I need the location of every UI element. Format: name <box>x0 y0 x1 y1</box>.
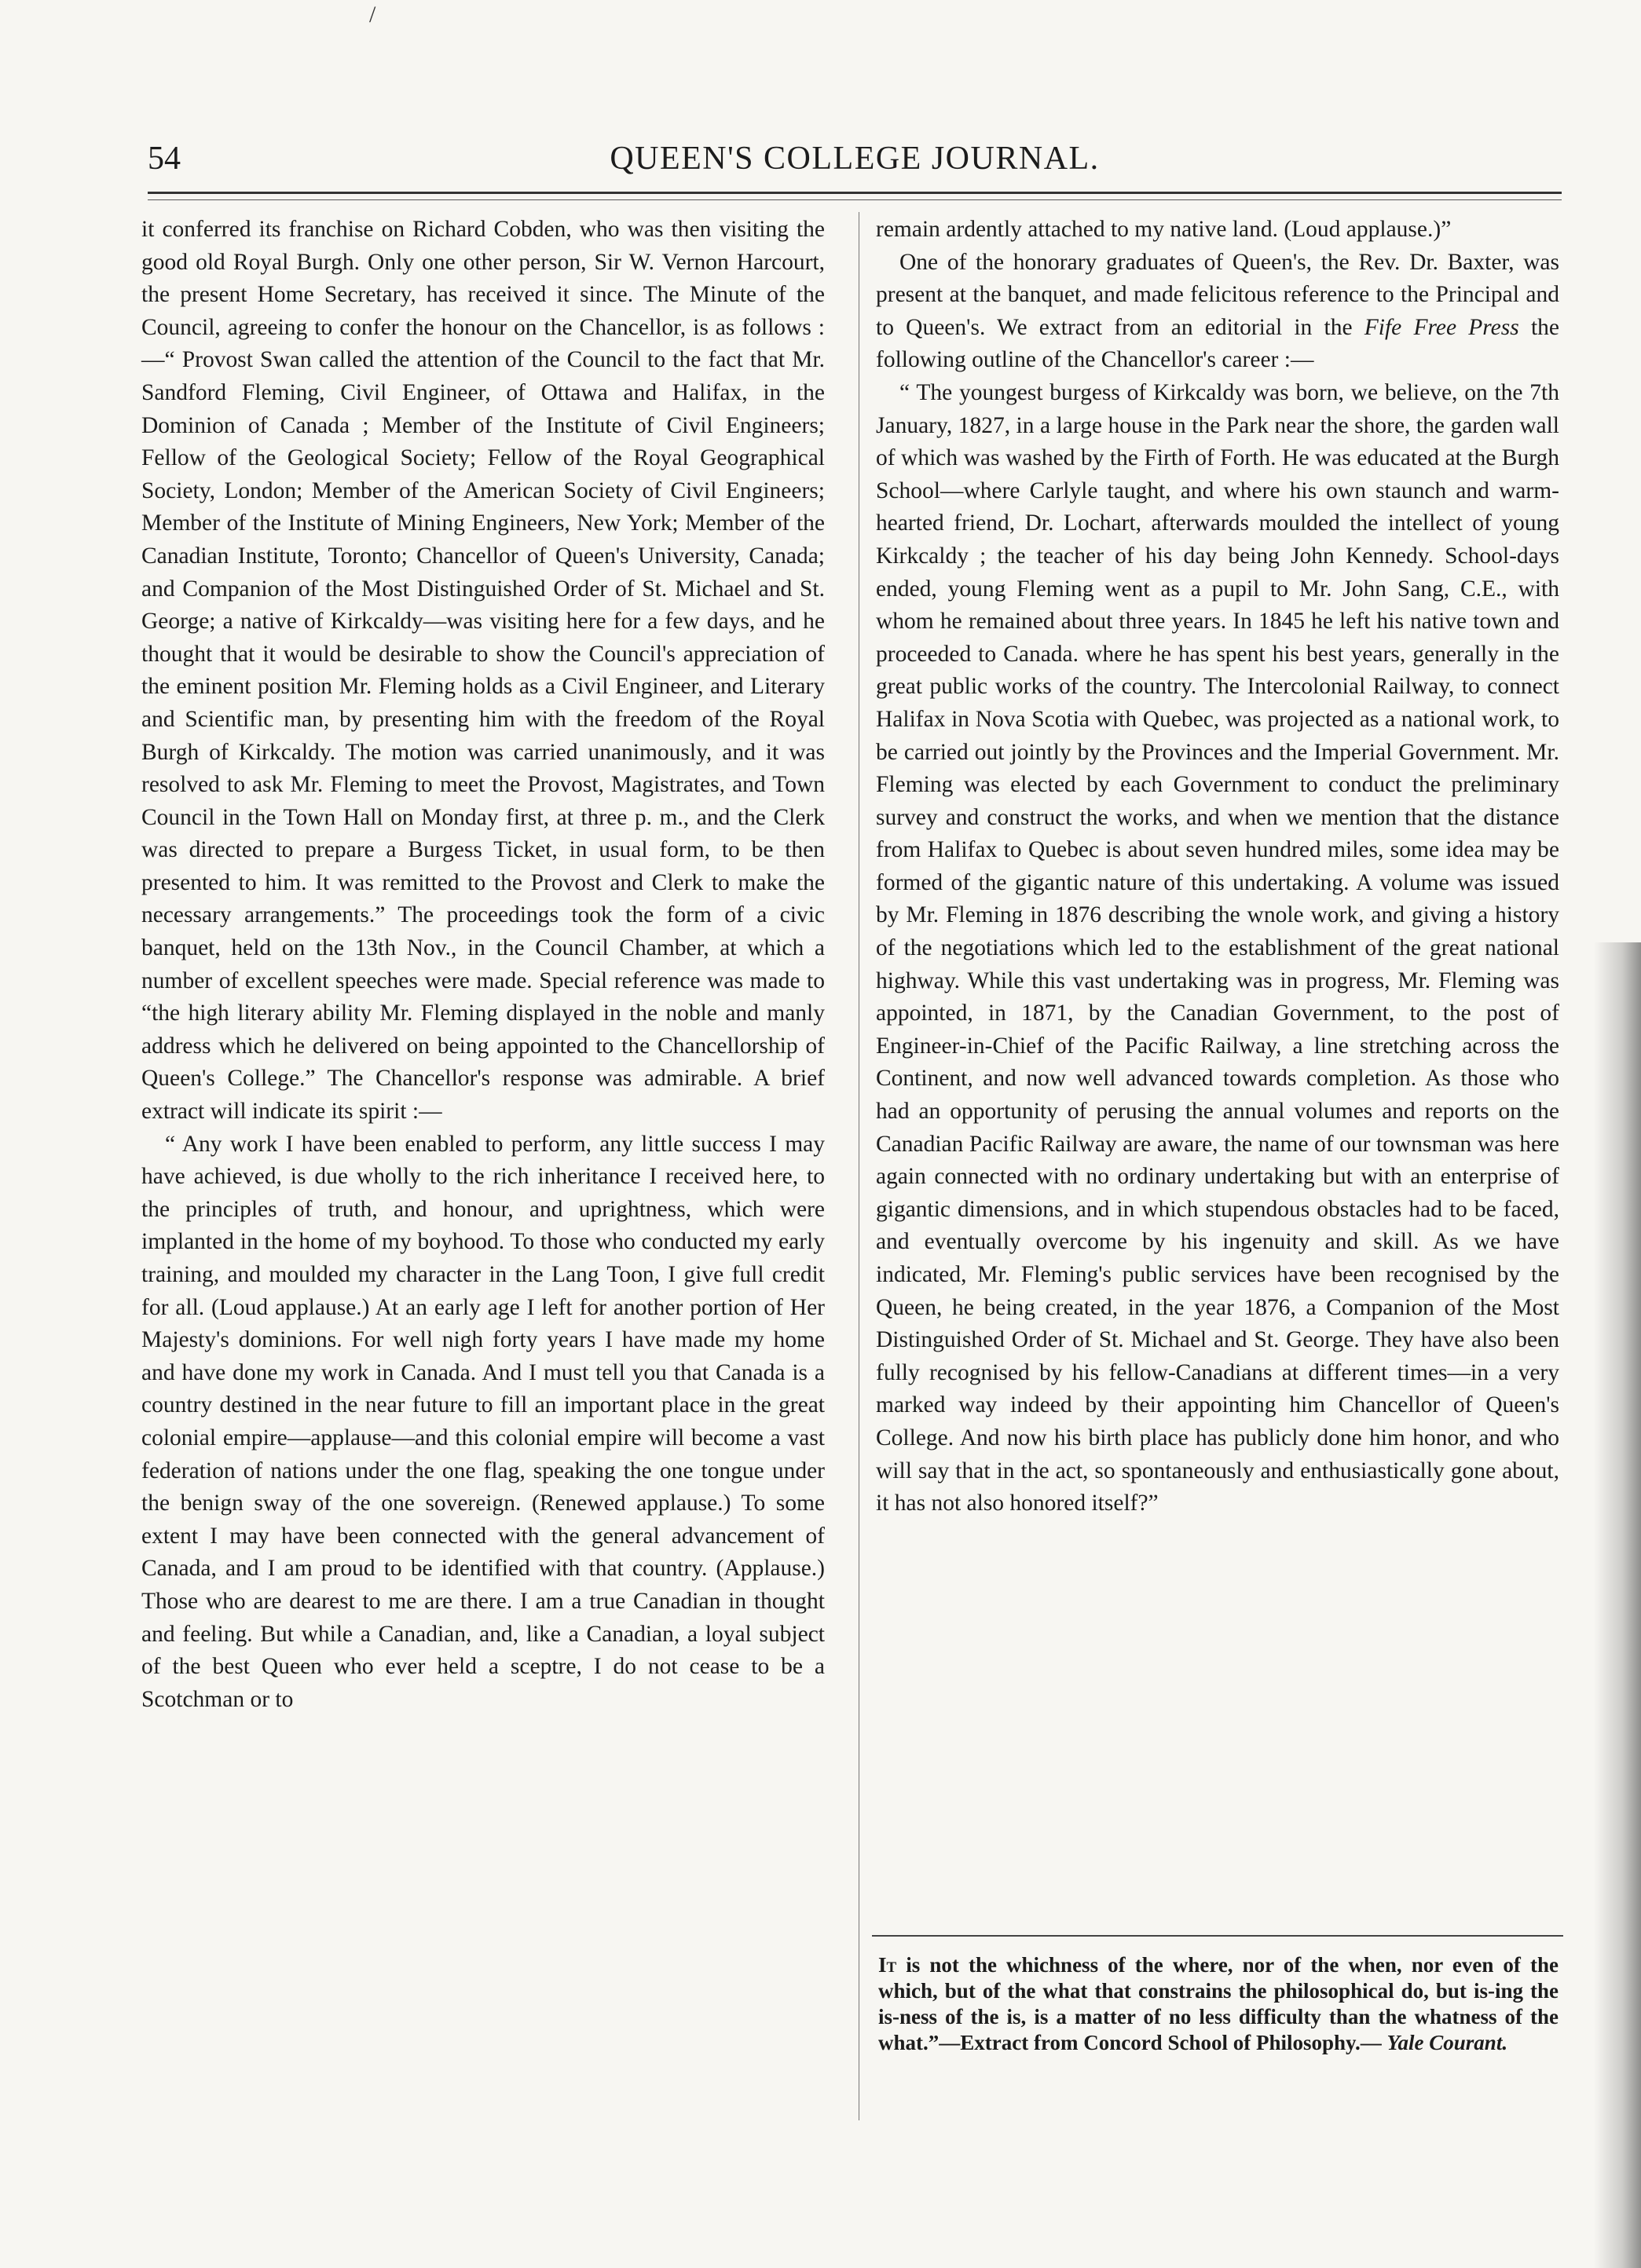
left-paragraph-1: it conferred its franchise on Richard Cobden, who was then visiting the good old Royal Burgh. Only one other person, Sir W. Vernon Harcourt, the present Home Secretary, has received it since. The Minute of the Council, agreeing to confer the honour on the Chancellor, is as follows :—“ Provost Swan called the attention of the Council to the fact that Mr. Sandford Fleming, Civil Engineer, of Ottawa and Halifax, in the Dominion of Canada ; Member of the Institute of Civil Engineers; Fellow of the Geological Society; Fellow of the Royal Geographical Society, London; Member of the American Society of Civil Engineers; Member of the Institute of Mining Engineers, New York; Member of the Canadian Institute, Toronto; Chancellor of Queen's University, Canada; and Companion of the Most Distinguished Order of St. Michael and St. George; a native of Kirkcaldy—was visiting here for a few days, and he thought that it would be desirable to show the Council's appreciation of the eminent position Mr. Fleming holds as a Civil Engineer, and Literary and Scientific man, by presenting him with the freedom of the Royal Burgh of Kirkcaldy. The motion was carried unanimously, and it was resolved to ask Mr. Fleming to meet the Provost, Magistrates, and Town Council in the Town Hall on Monday first, at three p. m., and the Clerk was directed to prepare a Burgess Ticket, in usual form, to be then presented to him. It was remitted to the Provost and Clerk to make the necessary arrangements.” The proceedings took the form of a civic banquet, held on the 13th Nov., in the Council Chamber, at which a number of excellent speeches were made. Special reference was made to “the high literary ability Mr. Fleming displayed in the noble and manly address which he delivered on being appointed to the Chancellorship of Queen's College.” The Chancellor's response was admirable. A brief extract will indicate its spirit :— <box>141 217 825 1125</box>
header-rule-thin <box>148 199 1562 200</box>
stray-mark: / <box>369 2 376 27</box>
newspaper-title: Fife Free Press <box>1364 314 1519 340</box>
journal-title: QUEEN'S COLLEGE JOURNAL. <box>610 141 1100 177</box>
right-column <box>876 214 1559 1520</box>
left-column <box>141 214 825 1716</box>
right-paragraph-1: remain ardently attached to my native land. (Loud applause.)” <box>876 217 1452 242</box>
section-separator <box>872 1935 1563 1937</box>
header-rule <box>148 192 1562 194</box>
right-paragraph-2 <box>876 247 1559 377</box>
left-paragraph-2: “ Any work I have been enabled to perform, any little success I may have achieved, is due wholly to the rich inheritance I received here, to the principles of truth, and honour, and uprightness, which were implanted in the home of my boyhood. To those who conducted my early training, and moulded my character in the Lang Toon, I give full credit for all. (Loud applause.) At an early age I left for another portion of Her Majesty's dominions. For well nigh forty years I have made my home and have done my work in Canada. And I must tell you that Canada is a country destined in the near future to fill an important place in the great colonial empire—applause—and this colonial empire will become a vast federation of nations under the one flag, speaking the one tongue under the benign sway of the one sovereign. (Renewed applause.) To some extent I may have been connected with the general advancement of Canada, and I am proud to be identified with that country. (Applause.) Those who are dearest to me are there. I am a true Canadian in thought and feeling. But while a Canadian, and, like a Canadian, a loyal subject of the best Queen who ever held a sceptre, I do not cease to be a Scotchman or to <box>141 1131 825 1712</box>
page-number: 54 <box>148 141 181 177</box>
quote-source: Yale Courant. <box>1386 2031 1508 2054</box>
page-edge-shadow <box>1594 942 1641 2268</box>
right-paragraph-3: “ The youngest burgess of Kirkcaldy was born, we believe, on the 7th January, 1827, in a large house in the Park near the shore, the garden wall of which was washed by the Firth of Forth. He was educated at the Burgh School—where Carlyle taught, and where his own staunch and warm-hearted friend, Dr. Lochart, afterwards moulded the intellect of young Kirkcaldy ; the teacher of his day being John Kennedy. School-days ended, young Fleming went as a pupil to Mr. John Sang, C.E., with whom he remained about three years. In 1845 he left his native town and proceeded to Canada. where he has spent his best years, generally in the great public works of the country. The Intercolonial Railway, to connect Halifax in Nova Scotia with Quebec, was projected as a national work, to be carried out jointly by the Provinces and the Imperial Government. Mr. Fleming was elected by each Government to conduct the preliminary survey and construct the works, and when we mention that the distance from Halifax to Quebec is about seven hundred miles, some idea may be formed of the gigantic nature of this undertaking. A volume was issued by Mr. Fleming in 1876 describing the wnole work, and giving a history of the negotiations which led to the establishment of the great national highway. While this vast undertaking was in progress, Mr. Fleming was appointed, in 1871, by the Canadian Government, to the post of Engineer-in-Chief of the Pacific Railway, a line stretching across the Continent, and now well advanced towards completion. As those who had an opportunity of perusing the annual volumes and reports on the Canadian Pacific Railway are aware, the name of our townsman was here again connected with no ordinary undertaking but with an enterprise of gigantic dimensions, and in which stupendous obstacles had to be faced, and eventually overcome by his ingenuity and skill. As we have indicated, Mr. Fleming's public services have been recognised by the Queen, he being created, in the year 1876, a Companion of the Most Distinguished Order of St. Michael and St. George. They have also been fully recognised by his fellow-Canadians at different times—in a very marked way indeed by their appointing him Chancellor of Queen's College. And now his birth place has publicly done him honor, and who will say that in the act, so spontaneously and enthusiastically gone about, it has not also honored itself?” <box>876 379 1559 1516</box>
page-header <box>148 140 1562 187</box>
quote-lead: It <box>878 1953 897 1977</box>
right-paragraph-2-text: One of the honorary graduates of Queen's, the Rev. Dr. Baxter, was present at the banquet, and made felicitous reference to the Principal and to Queen's. We extract from an editorial in the <box>876 249 1559 340</box>
filler-quote <box>878 1952 1559 2056</box>
quote-body: is not the whichness of the where, nor of the when, nor even of the which, but of the what that constrains the philosophical do, but is-ing the is-ness of the is, is a matter of no less difficulty than the whatness of the what.”—Extract from Concord School of Philosophy.— <box>878 1953 1559 2054</box>
right-paragraph-2-tail: the following outline of the Chancellor's career :— <box>876 314 1559 373</box>
